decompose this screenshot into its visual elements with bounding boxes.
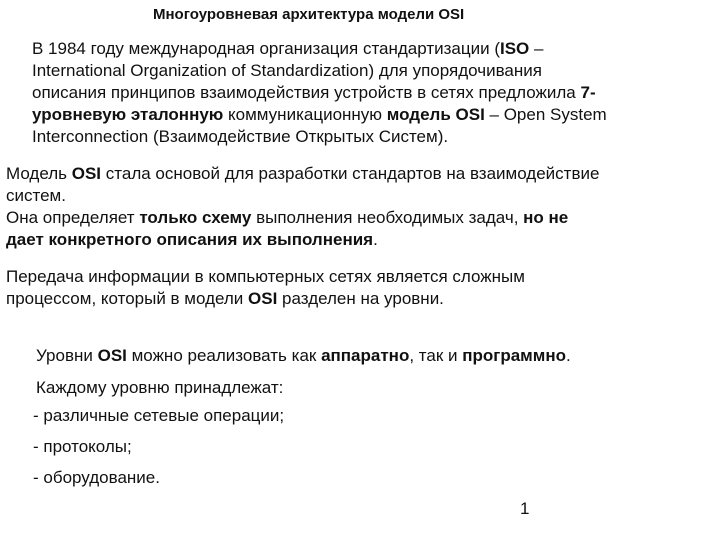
- text-line: процессом, который в модели OSI разделен на уровни.: [6, 289, 444, 308]
- text-line: В 1984 году международная организация стандартизации (ISO –: [32, 39, 544, 58]
- text-line: уровневую эталонную коммуникационную модель OSI – Open System: [32, 105, 607, 124]
- slide-title: Многоуровневая архитектура модели OSI: [153, 6, 465, 23]
- text-line: Передача информации в компьютерных сетях является сложным: [6, 267, 525, 286]
- text-line: систем.: [6, 186, 66, 205]
- paragraph-iso-history: [32, 38, 607, 148]
- list-item: - различные сетевые операции;: [33, 406, 285, 425]
- page-number: 1: [520, 499, 530, 518]
- paragraph-osi-basis: [6, 163, 599, 251]
- text-line: Interconnection (Взаимодействие Открытых Систем).: [32, 127, 449, 146]
- text-line: International Organization of Standardization) для упорядочивания: [32, 61, 542, 80]
- text-line: Модель OSI стала основой для разработки стандартов на взаимодействие: [6, 164, 600, 183]
- list-item: - протоколы;: [33, 437, 132, 456]
- text-line: Она определяет только схему выполнения необходимых задач, но не: [6, 208, 569, 227]
- paragraph-transmission: [6, 266, 525, 310]
- text-line: дает конкретного описания их выполнения.: [6, 230, 378, 249]
- levels-implementation-text: Уровни OSI можно реализовать как аппаратно, так и программно.: [36, 346, 571, 365]
- list-item: - оборудование.: [33, 468, 160, 487]
- levels-belong-text: Каждому уровню принадлежат:: [36, 378, 284, 397]
- text-line: описания принципов взаимодействия устройств в сетях предложила 7-: [32, 83, 596, 102]
